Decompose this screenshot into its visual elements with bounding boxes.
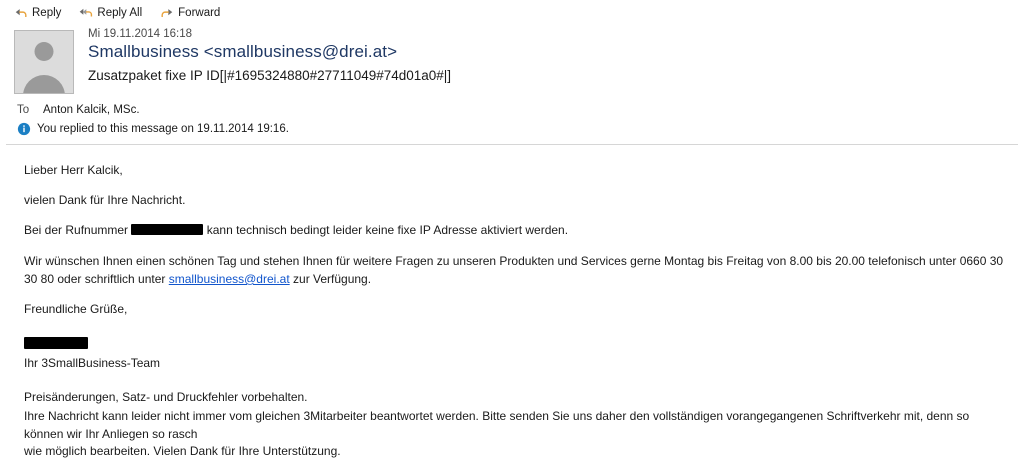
reply-all-icon (79, 6, 93, 20)
footer-line-1: Preisänderungen, Satz- und Druckfehler vorbehalten. (24, 389, 308, 404)
service-hours-tail: zur Verfügung. (293, 271, 372, 286)
body-greeting: Lieber Herr Kalcik, (24, 163, 123, 177)
avatar (14, 30, 74, 94)
message-body (0, 145, 1024, 372)
footer-line-2: Ihre Nachricht kann leider nicht immer vom gleichen 3Mitarbeiter beantwortet werden. Bitte senden Sie uns daher den vollständigen vorangegangenen Schriftverkehr mit, denn so können wir Ihr Anliegen so rasch (24, 409, 970, 441)
body-closing: Freundliche Grüße, (24, 302, 128, 317)
body-signature (24, 335, 1004, 371)
phone-prefix-text: Bei der Rufnummer (24, 223, 129, 238)
reply-all-label: Reply All (97, 7, 143, 19)
phone-suffix-text: kann technisch bedingt leider keine fixe IP Adresse aktiviert werden. (206, 223, 569, 238)
forward-button[interactable] (158, 5, 222, 21)
reply-all-button[interactable] (77, 5, 144, 21)
forward-label: Forward (178, 7, 221, 19)
support-email-link[interactable]: smallbusiness@drei.at (168, 271, 290, 286)
service-hours-text: Wir wünschen Ihnen einen schönen Tag und stehen Ihnen für weitere Fragen zu unseren Produkten und Services gerne Montag bis Freitag von 8.00 bis 20.00 telefonisch unter 0660 30 30 80 oder schriftlich unter (24, 253, 1004, 286)
info-icon (17, 122, 31, 136)
avatar-head (35, 42, 54, 61)
message-sender: Smallbusiness <smallbusiness@drei.at> (88, 42, 398, 61)
message-toolbar (0, 0, 1024, 23)
message-header-text (74, 27, 451, 94)
message-subject: Zusatzpaket fixe IP ID[|#1695324880#27711049#74d01a0#|] (88, 68, 452, 83)
redacted-signature-name (24, 337, 88, 349)
signature-team: Ihr 3SmallBusiness-Team (24, 355, 161, 370)
message-date: Mi 19.11.2014 16:18 (88, 28, 193, 40)
body-thanks: vielen Dank für Ihre Nachricht. (24, 193, 186, 208)
message-header (0, 23, 1024, 94)
to-recipients[interactable]: Anton Kalcik, MSc. (43, 104, 140, 116)
reply-notice (0, 116, 1024, 136)
footer-line-3: wie möglich bearbeiten. Vielen Dank für Ihre Unterstützung. (24, 444, 341, 459)
reply-button[interactable] (12, 5, 63, 21)
recipient-row (0, 94, 1024, 116)
redacted-phone-number (131, 224, 203, 235)
avatar-body (23, 75, 65, 94)
message-footer (0, 389, 1024, 460)
forward-icon (160, 6, 174, 20)
body-paragraph-phone (24, 221, 1004, 239)
reply-notice-text: You replied to this message on 19.11.2014 19:16. (37, 123, 289, 135)
reply-icon (14, 6, 28, 20)
reply-label: Reply (32, 7, 62, 19)
to-label: To (17, 104, 30, 116)
body-paragraph-hours (24, 252, 1004, 288)
